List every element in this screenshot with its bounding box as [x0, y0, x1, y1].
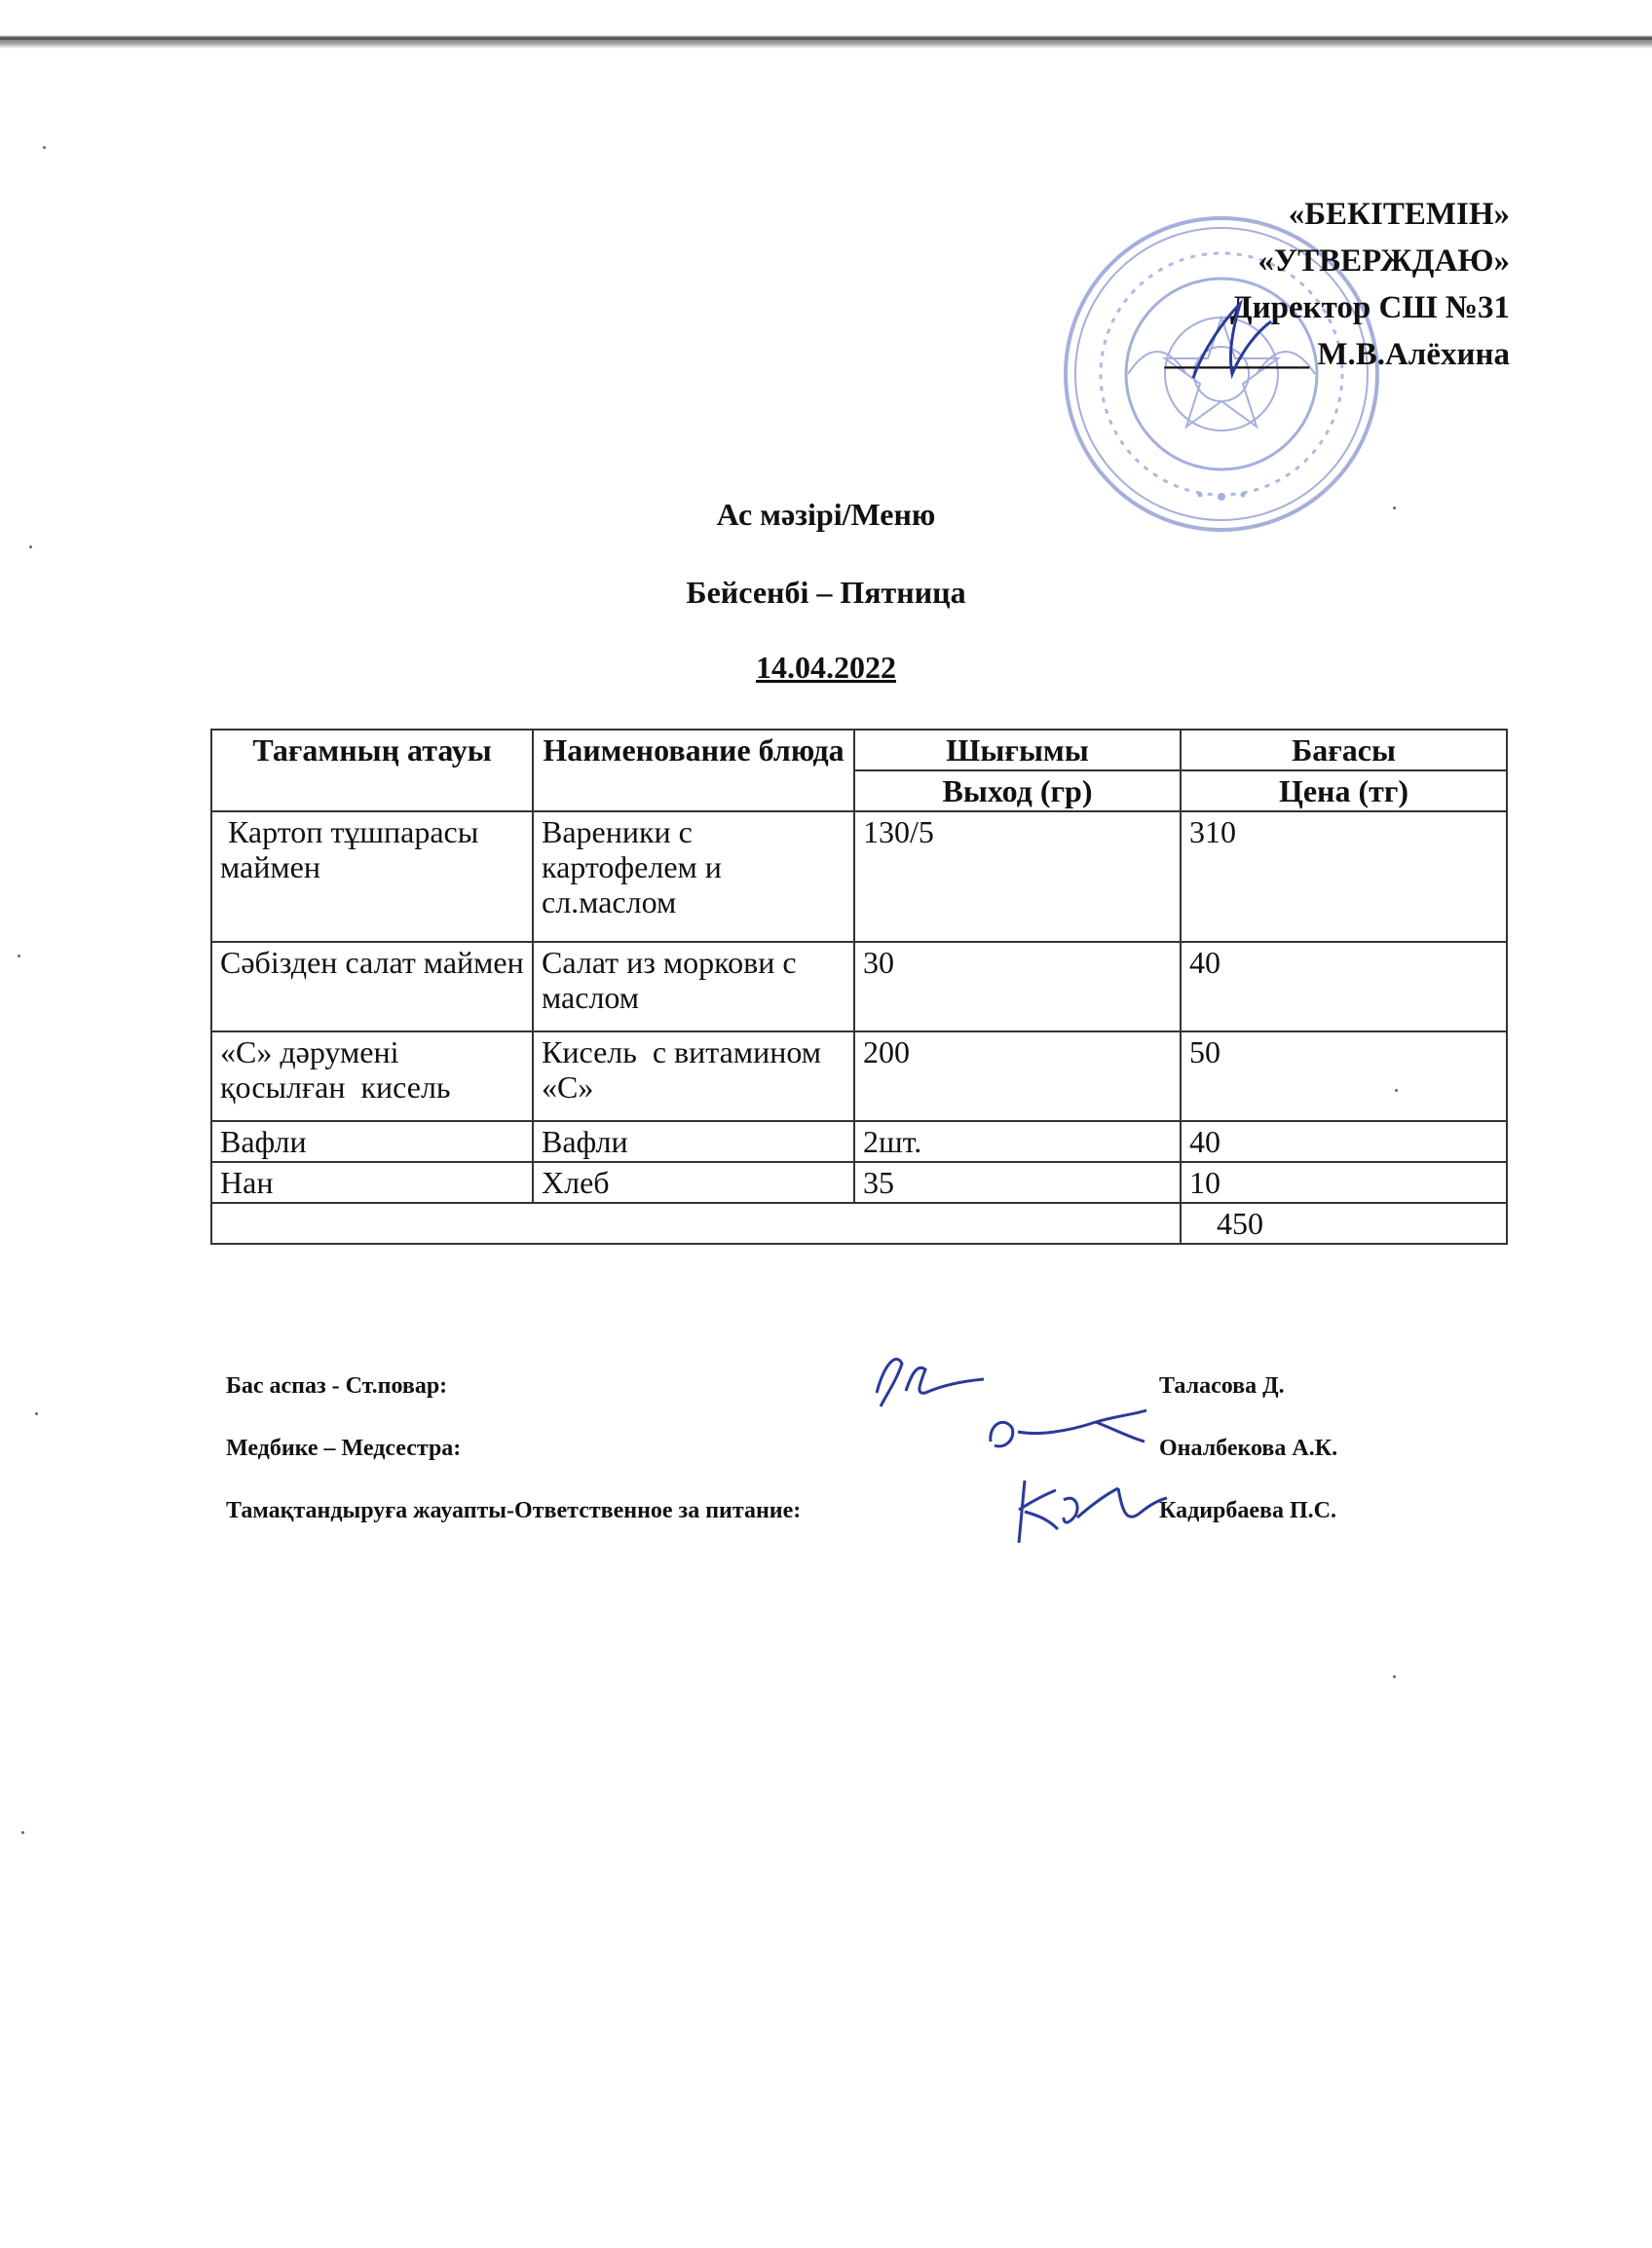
dish-weight: 30: [854, 942, 1181, 1031]
dish-kz: «С» дәрумені қосылған кисель: [211, 1031, 533, 1121]
approval-kz: «БЕКІТЕМІН»: [1288, 197, 1510, 232]
dish-weight: 200: [854, 1031, 1181, 1121]
dish-kz: Картоп тұшпарасы маймен: [211, 811, 533, 942]
dish-price: 40: [1181, 942, 1507, 1031]
menu-title: Ас мәзірі/Меню: [716, 497, 936, 532]
dish-weight: 130/5: [854, 811, 1181, 942]
signature-row: [226, 1498, 1492, 1537]
signer-name: Кадирбаева П.С.: [1159, 1498, 1337, 1523]
dish-price: 50: [1181, 1031, 1507, 1121]
scan-dot: [18, 955, 20, 957]
scan-dot: [43, 146, 46, 149]
scan-dot: [29, 545, 32, 548]
dish-ru: Кисель с витамином «С»: [533, 1031, 854, 1121]
dish-kz: Вафли: [211, 1121, 533, 1162]
dish-kz: Нан: [211, 1162, 533, 1203]
signer-role: Бас аспаз - Ст.повар:: [226, 1373, 448, 1399]
header-weight-ru: Выход (гр): [854, 770, 1181, 811]
menu-date: 14.04.2022: [756, 650, 896, 685]
dish-weight: 2шт.: [854, 1121, 1181, 1162]
menu-table: [210, 729, 1508, 1245]
scan-dot: [35, 1412, 38, 1415]
header-dish-kz: Тағамның атауы: [211, 730, 533, 811]
total-label-cell: [211, 1203, 1181, 1244]
table-row: [211, 942, 1507, 1031]
total-price: [1181, 1203, 1507, 1244]
scan-edge-line: [0, 37, 1652, 40]
dish-ru: Салат из моркови с маслом: [533, 942, 854, 1031]
dish-weight: 35: [854, 1162, 1181, 1203]
dish-ru: Вафли: [533, 1121, 854, 1162]
dish-kz: Сәбізден салат маймен: [211, 942, 533, 1031]
responsible-signature-icon: [1005, 1461, 1171, 1549]
dish-price: 40: [1181, 1121, 1507, 1162]
header-price-kz: Бағасы: [1181, 730, 1507, 770]
table-header-row: [211, 730, 1507, 770]
signer-role: Медбике – Медсестра:: [226, 1436, 462, 1461]
signer-name: Таласова Д.: [1159, 1373, 1285, 1399]
scan-edge: [0, 0, 1652, 49]
table-row: [211, 1031, 1507, 1121]
approval-ru: «УТВЕРЖДАЮ»: [1258, 244, 1510, 279]
table-row: [211, 1162, 1507, 1203]
table-total-row: [211, 1203, 1507, 1244]
scan-dot: [1393, 1675, 1396, 1678]
header-price-ru: Цена (тг): [1181, 770, 1507, 811]
scan-dot: [21, 1831, 24, 1834]
director-name: М.В.Алёхина: [1317, 337, 1510, 372]
signature-row: [226, 1436, 1492, 1475]
table-row: [211, 1121, 1507, 1162]
dish-ru: Вареники с картофелем и сл.маслом: [533, 811, 854, 942]
dish-price: 310: [1181, 811, 1507, 942]
director-sign-line: [1101, 331, 1510, 378]
header-weight-kz: Шығымы: [854, 730, 1181, 770]
signature-underline: _________: [1164, 337, 1310, 372]
approval-block: [1101, 191, 1510, 378]
total-value: 450: [1217, 1206, 1263, 1241]
signer-role: Тамақтандыруға жауапты-Ответственное за питание:: [226, 1498, 802, 1523]
menu-day: Бейсенбі – Пятница: [686, 575, 966, 610]
table-row: [211, 811, 1507, 942]
director-title: Директор СШ №31: [1229, 290, 1510, 325]
signer-name: Оналбекова А.К.: [1159, 1436, 1338, 1461]
chef-signature-icon: [857, 1334, 994, 1412]
dish-price: 10: [1181, 1162, 1507, 1203]
dish-ru: Хлеб: [533, 1162, 854, 1203]
header-dish-ru: Наименование блюда: [533, 730, 854, 811]
director-signature-icon: [1164, 292, 1281, 390]
